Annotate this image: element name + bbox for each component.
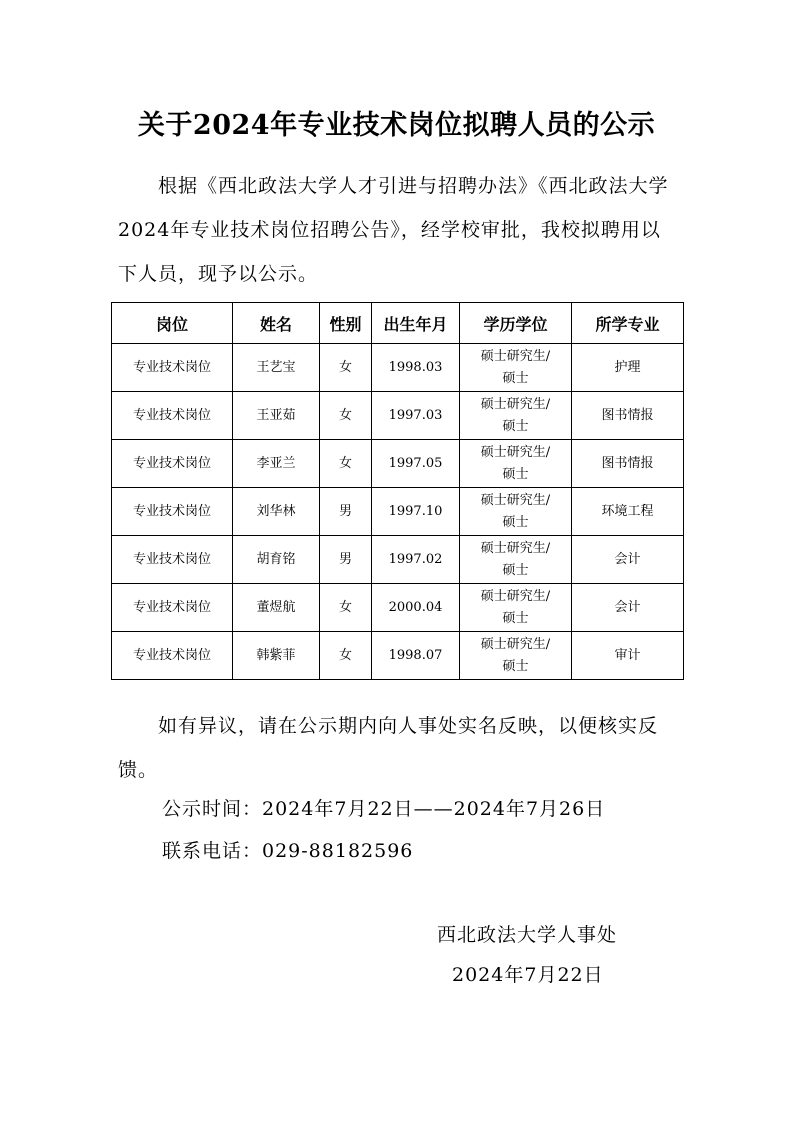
cell-name: 董煜航 (233, 584, 320, 632)
table-row (112, 536, 684, 584)
cell-major: 会计 (572, 584, 684, 632)
degree-line-2: 硕士 (502, 466, 529, 482)
header-name: 姓名 (233, 303, 320, 344)
cell-post: 专业技术岗位 (112, 392, 233, 440)
cell-major: 会计 (572, 536, 684, 584)
degree-line-1: 硕士研究生/ (480, 444, 551, 460)
cell-degree (460, 344, 572, 392)
degree-line-2: 硕士 (502, 418, 529, 434)
cell-gender: 女 (320, 344, 372, 392)
header-gender: 性别 (320, 303, 372, 344)
cell-name: 王亚茹 (233, 392, 320, 440)
cell-birth: 1997.05 (372, 440, 460, 488)
cell-post: 专业技术岗位 (112, 344, 233, 392)
cell-post: 专业技术岗位 (112, 440, 233, 488)
cell-post: 专业技术岗位 (112, 584, 233, 632)
cell-major: 审计 (572, 632, 684, 680)
degree-line-1: 硕士研究生/ (480, 396, 551, 412)
cell-gender: 女 (320, 392, 372, 440)
cell-gender: 女 (320, 440, 372, 488)
cell-degree (460, 488, 572, 536)
cell-degree (460, 392, 572, 440)
table-row (112, 440, 684, 488)
degree-line-1: 硕士研究生/ (480, 540, 551, 556)
cell-major: 环境工程 (572, 488, 684, 536)
cell-birth: 2000.04 (372, 584, 460, 632)
candidate-table (111, 302, 684, 680)
cell-birth: 1998.03 (372, 344, 460, 392)
degree-line-1: 硕士研究生/ (480, 492, 551, 508)
header-degree: 学历学位 (460, 303, 572, 344)
degree-line-2: 硕士 (502, 370, 529, 386)
cell-birth: 1998.07 (372, 632, 460, 680)
table-row (112, 632, 684, 680)
degree-line-2: 硕士 (502, 514, 529, 530)
degree-line-1: 硕士研究生/ (480, 636, 551, 652)
cell-major: 图书情报 (572, 440, 684, 488)
degree-line-1: 硕士研究生/ (480, 348, 551, 364)
publicity-period: 公示时间：2024年7月22日——2024年7月26日 (162, 798, 606, 820)
cell-name: 李亚兰 (233, 440, 320, 488)
closing-paragraph: 如有异议，请在公示期内向人事处实名反映，以便核实反馈。 (118, 715, 659, 781)
cell-degree (460, 536, 572, 584)
table-row (112, 584, 684, 632)
header-post: 岗位 (112, 303, 233, 344)
cell-name: 韩紫菲 (233, 632, 320, 680)
degree-line-2: 硕士 (502, 562, 529, 578)
cell-birth: 1997.03 (372, 392, 460, 440)
degree-line-1: 硕士研究生/ (480, 588, 551, 604)
cell-post: 专业技术岗位 (112, 488, 233, 536)
cell-gender: 女 (320, 584, 372, 632)
signature-organization: 西北政法大学人事处 (437, 924, 618, 946)
cell-gender: 男 (320, 536, 372, 584)
cell-degree (460, 584, 572, 632)
degree-line-2: 硕士 (502, 610, 529, 626)
table-row (112, 392, 684, 440)
cell-name: 刘华林 (233, 488, 320, 536)
cell-major: 护理 (572, 344, 684, 392)
cell-gender: 男 (320, 488, 372, 536)
cell-name: 胡育铭 (233, 536, 320, 584)
contact-phone: 联系电话：029-88182596 (162, 840, 414, 862)
degree-line-2: 硕士 (502, 658, 529, 674)
cell-major: 图书情报 (572, 392, 684, 440)
cell-degree (460, 440, 572, 488)
table-header-row (112, 303, 684, 344)
header-major: 所学专业 (572, 303, 684, 344)
signature-date: 2024年7月22日 (452, 964, 604, 986)
header-birth: 出生年月 (372, 303, 460, 344)
cell-birth: 1997.10 (372, 488, 460, 536)
cell-birth: 1997.02 (372, 536, 460, 584)
cell-post: 专业技术岗位 (112, 536, 233, 584)
cell-name: 王艺宝 (233, 344, 320, 392)
table-row (112, 488, 684, 536)
cell-post: 专业技术岗位 (112, 632, 233, 680)
cell-gender: 女 (320, 632, 372, 680)
intro-paragraph: 根据《西北政法大学人才引进与招聘办法》《西北政法大学2024年专业技术岗位招聘公告》，经学校审批，我校拟聘用以下人员，现予以公示。 (118, 175, 669, 285)
table-row (112, 344, 684, 392)
page-title: 关于2024年专业技术岗位拟聘人员的公示 (137, 110, 656, 141)
cell-degree (460, 632, 572, 680)
